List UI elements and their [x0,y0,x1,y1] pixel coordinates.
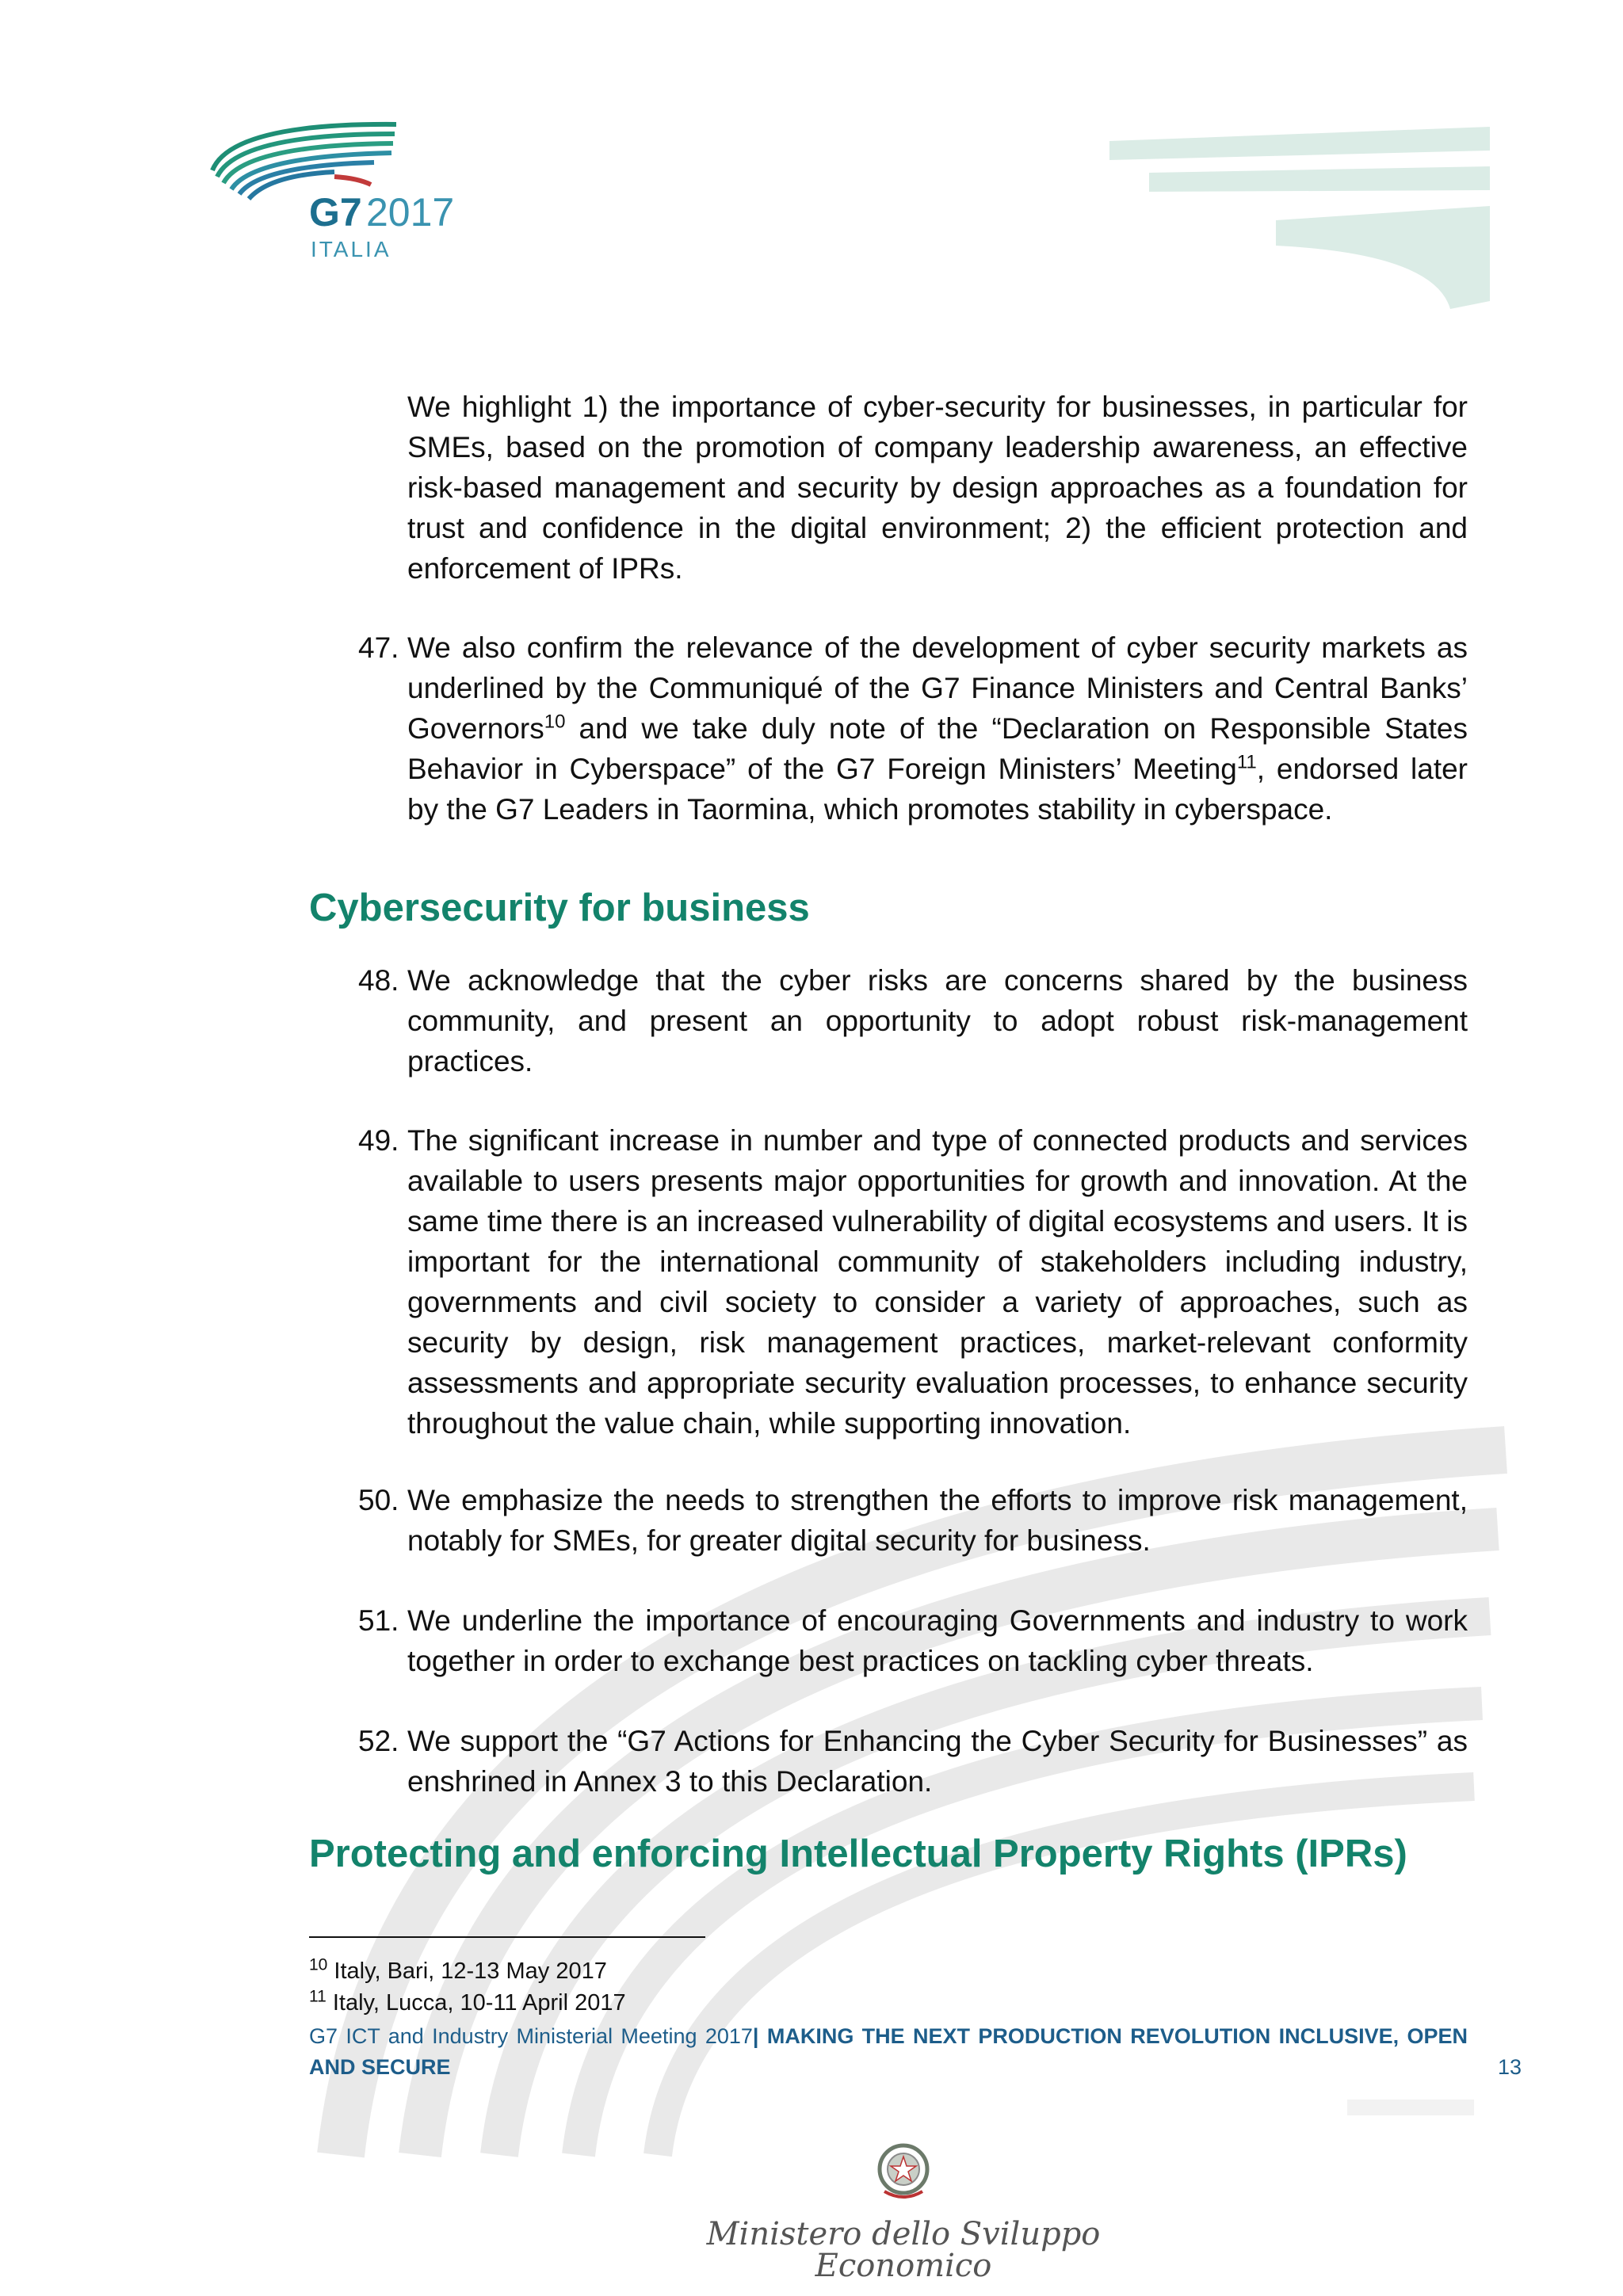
item-text-part: , endorsed later by the G7 Leaders in Taormina, which promotes stability in cyberspace. [407,753,1468,826]
section-heading-cybersecurity: Cybersecurity for business [309,887,810,929]
item-number: 47. [358,631,399,664]
footnote-ref-11[interactable]: 11 [1236,751,1257,773]
footer-meeting: G7 ICT and Industry Ministerial Meeting 2017 [309,2024,753,2048]
intro-paragraph: We highlight 1) the importance of cyber-security for businesses, in particular for SMEs, based on the promotion of company leadership awareness, an effective risk-based management and security by design approaches as a foundation for trust and confidence in the digital environment; 2) the efficient protection and enforcement of IPRs. [407,391,1468,585]
footnote-marker: 10 [309,1955,328,1974]
item-text: We emphasize the needs to strengthen the efforts to improve risk management, notably for SMEs, for greater digital security for business. [407,1484,1468,1557]
footnote-text: Italy, Lucca, 10-11 April 2017 [326,1990,626,2016]
item-number: 48. [358,964,399,997]
italian-republic-emblem-icon [873,2139,934,2204]
logo-country-text: ITALIA [311,237,391,261]
footer-line-1 [309,2026,1468,2047]
footnote-text: Italy, Bari, 12-13 May 2017 [327,1958,607,1984]
footnote-11 [309,1987,626,2016]
footer-title-line1: MAKING THE NEXT PRODUCTION REVOLUTION INCLUSIVE, OPEN [766,2024,1468,2048]
item-number: 49. [358,1124,399,1157]
section-heading-ipr: Protecting and enforcing Intellectual Property Rights (IPRs) [309,1833,1407,1875]
footer-line-2 [309,2057,451,2078]
logo-year-text: 2017 [366,190,455,235]
item-text-part: and we take duly note of the “Declaration on Responsible States Behavior in Cyberspace” of the G7 Foreign Ministers’ Meeting [407,712,1468,785]
g7-parliament-arcs-logo [208,115,398,202]
decorative-arcs-top-right [1102,119,1498,317]
footnote-marker: 11 [309,1987,327,2006]
item-text: The significant increase in number and type of connected products and services available to users presents major opportunities for growth and innovation. At the same time there is an increased vulnerability of digital ecosystems and users. It is important for the international community of stakeholders including industry, governments and civil society to consider a variety of approaches, such as security by design, risk management practices, market-relevant conformity assessments and appropriate security evaluation processes, to enhance security throughout the value chain, while supporting innovation. [407,1124,1468,1440]
item-text-part: We also confirm the relevance of the development of cyber security markets as underlined by the Communiqué of the G7 Finance Ministers and Central Banks’ Governors [407,631,1468,745]
ministry-signature: Ministero dello Sviluppo Economico [706,2216,1101,2284]
item-number: 52. [358,1725,399,1757]
footer-separator: | [752,2024,767,2048]
item-number: 50. [358,1484,399,1516]
page-number: 13 [1498,2055,1522,2079]
g7-logo [208,115,469,273]
item-text: We underline the importance of encouraging Governments and industry to work together in order to exchange best practices on tackling cyber threats. [407,1604,1468,1677]
item-number: 51. [358,1604,399,1637]
item-text: We support the “G7 Actions for Enhancing the Cyber Security for Businesses” as enshrined in Annex 3 to this Declaration. [407,1725,1468,1798]
item-text [407,627,1468,830]
footnote-10 [309,1955,607,1984]
footer-title-line2: AND SECURE [309,2055,451,2079]
footnote-ref-10[interactable]: 10 [544,711,566,733]
footnote-separator [309,1936,705,1938]
item-text: We acknowledge that the cyber risks are concerns shared by the business community, and present an opportunity to adopt robust risk-management practices. [407,964,1468,1077]
logo-g7-text: G7 [309,190,362,235]
